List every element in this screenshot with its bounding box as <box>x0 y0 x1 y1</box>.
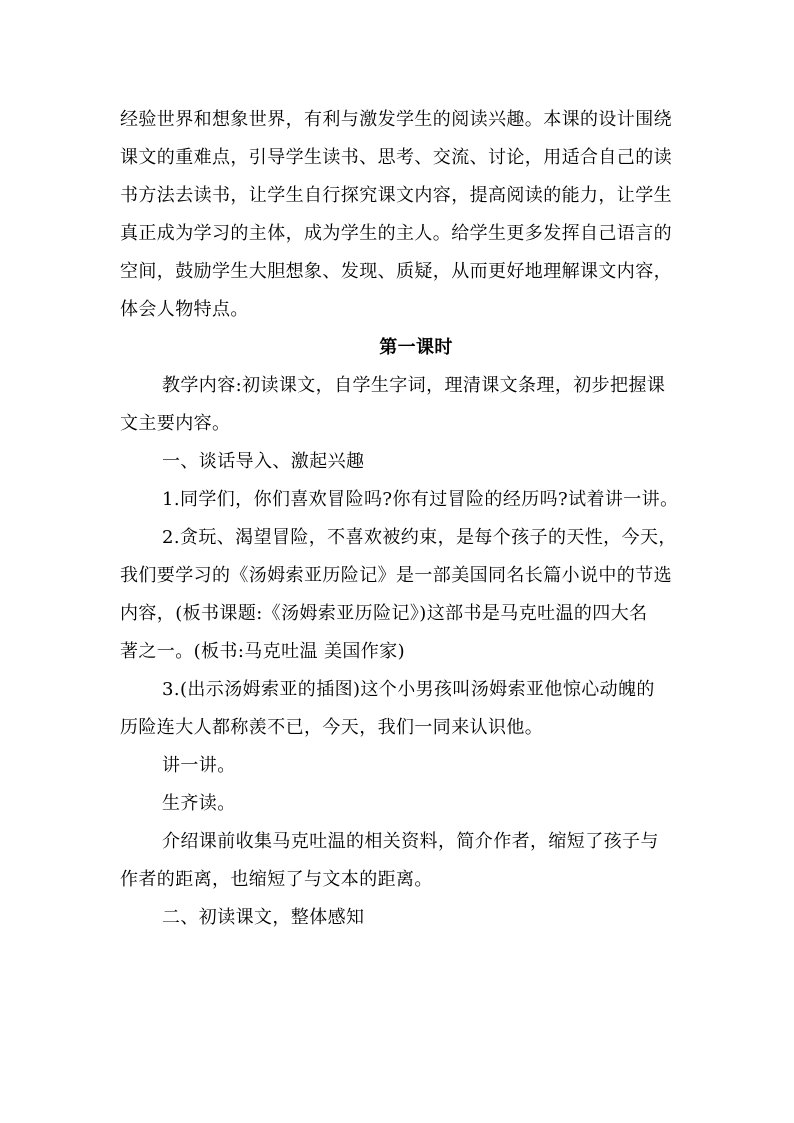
section-heading: 第一课时 <box>379 337 453 358</box>
item-1-paragraph <box>120 481 679 519</box>
text-line: 体会人物特点。 <box>120 299 249 320</box>
text-line: 历险连大人都称羡不已，今天，我们一同来认识他。 <box>120 717 544 738</box>
author-intro-paragraph <box>120 823 676 899</box>
teaching-content-paragraph <box>120 367 676 443</box>
text-line: 著之一。(板书:马克吐温 美国作家) <box>120 641 406 662</box>
item-2-paragraph <box>120 519 676 671</box>
text-line: 作者的距离，也缩短了与文本的距离。 <box>120 869 433 890</box>
text-line: 文主要内容。 <box>120 413 231 434</box>
document-body <box>120 101 679 937</box>
item-3-paragraph <box>120 671 676 747</box>
text-line: 介绍课前收集马克吐温的相关资料，简介作者，缩短了孩子与 <box>162 831 659 852</box>
text-line: 3.(出示汤姆索亚的插图)这个小男孩叫汤姆索亚他惊心动魄的 <box>162 679 655 700</box>
text-line: 经验世界和想象世界，有利与激发学生的阅读兴趣。本课的设计围绕 <box>120 109 672 130</box>
text-line: 我们要学习的《汤姆索亚历险记》是一部美国同名长篇小说中的节选 <box>120 565 672 586</box>
jiang-yi-jiang-line: 讲一讲。 <box>162 755 236 776</box>
text-line: 课文的重难点，引导学生读书、思考、交流、讨论，用适合自己的读 <box>120 147 672 168</box>
sheng-qi-du-line: 生齐读。 <box>162 793 236 814</box>
text-line: 真正成为学习的主体，成为学生的主人。给学生更多发挥自己语言的 <box>120 223 672 244</box>
text-line: 内容，(板书课题:《汤姆索亚历险记》)这部书是马克吐温的四大名 <box>120 603 648 624</box>
text-line: 空间，鼓励学生大胆想象、发现、质疑，从而更好地理解课文内容， <box>120 261 672 282</box>
part-two-heading: 二、初读课文，整体感知 <box>162 907 365 928</box>
text-line: 1.同学们，你们喜欢冒险吗?你有过冒险的经历吗?试着讲一讲。 <box>162 489 679 510</box>
text-line: 2.贪玩、渴望冒险，不喜欢被约束，是每个孩子的天性，今天， <box>162 527 677 548</box>
text-line: 教学内容:初读课文，自学生字词，理清课文条理，初步把握课 <box>162 375 666 396</box>
part-one-heading: 一、谈话导入、激起兴趣 <box>162 451 365 472</box>
intro-paragraph <box>120 101 676 329</box>
text-line: 书方法去读书，让学生自行探究课文内容，提高阅读的能力，让学生 <box>120 185 672 206</box>
